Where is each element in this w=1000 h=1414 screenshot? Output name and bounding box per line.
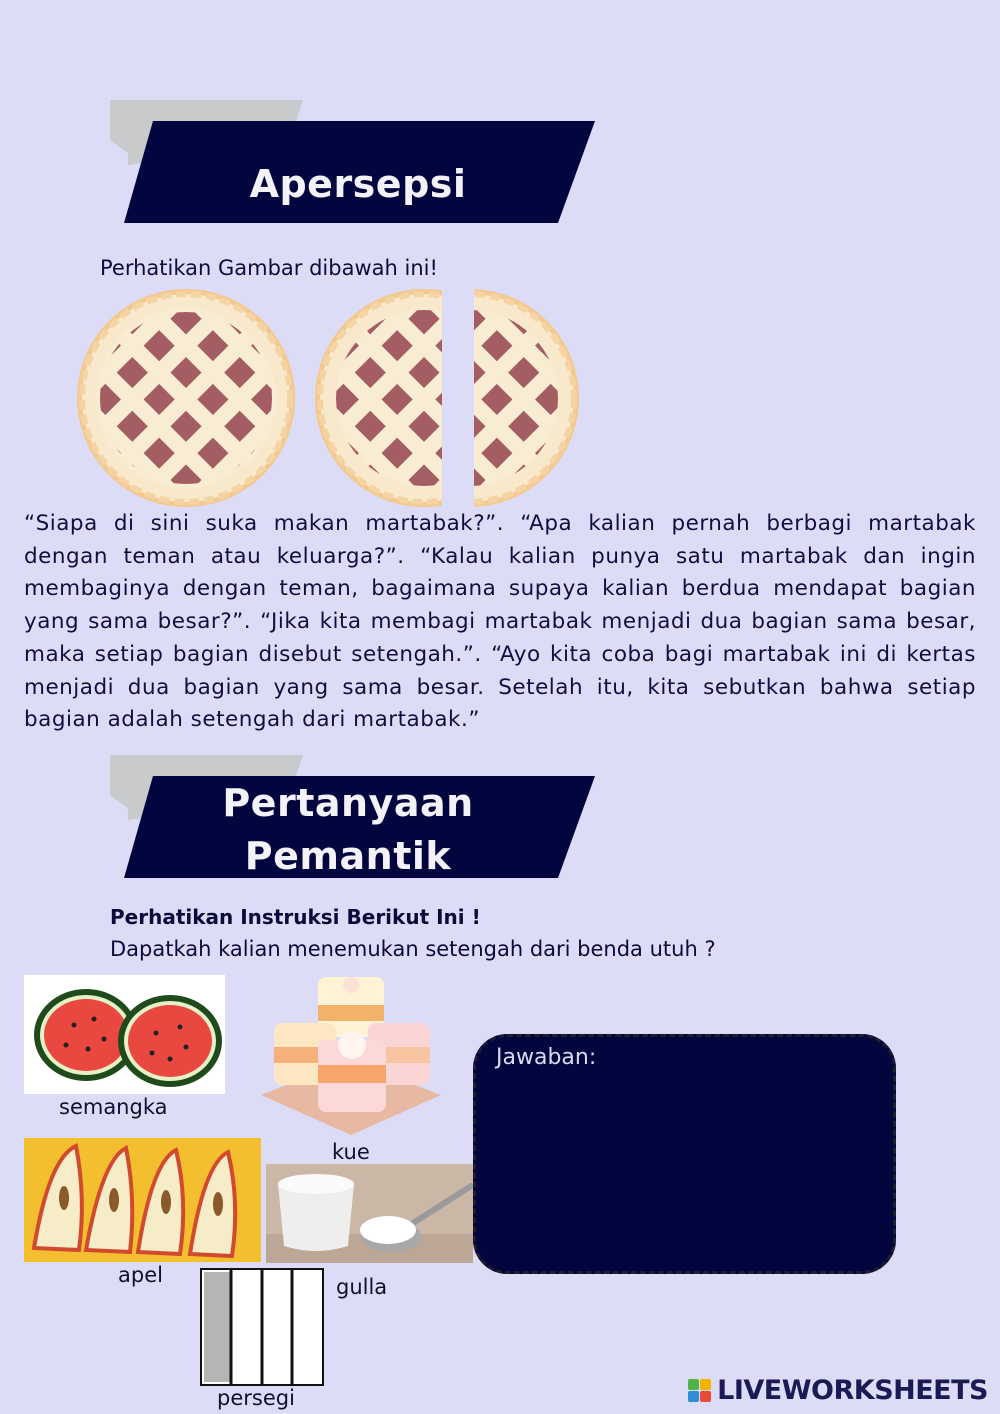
section-title-line2: Pemantik — [244, 834, 452, 878]
answer-box[interactable] — [473, 1034, 896, 1274]
answer-label: Jawaban: — [496, 1045, 597, 1070]
apple-image — [24, 1138, 261, 1262]
whole-pie — [77, 289, 295, 507]
label-semangka: semangka — [59, 1095, 168, 1119]
story-paragraph: “Siapa di sini suka makan martabak?”. “Apa kalian pernah berbagi martabak dengan teman atau keluarga?”. “Kalau kalian punya satu martabak dan ingin membaginya dengan teman, bagaimana supaya kalian berdua mendapat bagian yang sama besar?”. “Jika kita membagi martabak menjadi dua bagian sama besar, maka setiap bagian disebut setengah.”. “Ayo kita coba bagi martabak ini di kertas menjadi dua bagian yang sama besar. Setelah itu, kita sebutkan bahwa setiap bagian adalah setengah dari martabak.” — [24, 511, 976, 733]
liveworksheets-logo-icon — [688, 1379, 711, 1402]
label-kue: kue — [332, 1140, 370, 1164]
instruction-heading: Perhatikan Instruksi Berikut Ini ! — [110, 905, 481, 929]
pie-images — [72, 286, 592, 511]
square-image — [200, 1268, 324, 1386]
label-gulla: gulla — [336, 1275, 388, 1299]
section-banner-apersepsi — [108, 100, 628, 230]
cake-image — [256, 965, 447, 1140]
section-banner-pertanyaan-pemantik — [108, 755, 628, 885]
label-apel: apel — [118, 1263, 163, 1287]
section-title-line1: Pertanyaan — [222, 781, 474, 825]
watermelon-image — [24, 975, 225, 1094]
logo-text: LIVEWORKSHEETS — [717, 1374, 988, 1406]
label-persegi: persegi — [217, 1386, 295, 1410]
liveworksheets-logo[interactable] — [688, 1372, 988, 1408]
instruction-text: Dapatkah kalian menemukan setengah dari benda utuh ? — [110, 937, 716, 961]
sugar-image — [266, 1164, 473, 1263]
section-title: Apersepsi — [249, 162, 467, 206]
intro-text: Perhatikan Gambar dibawah ini! — [100, 256, 438, 280]
